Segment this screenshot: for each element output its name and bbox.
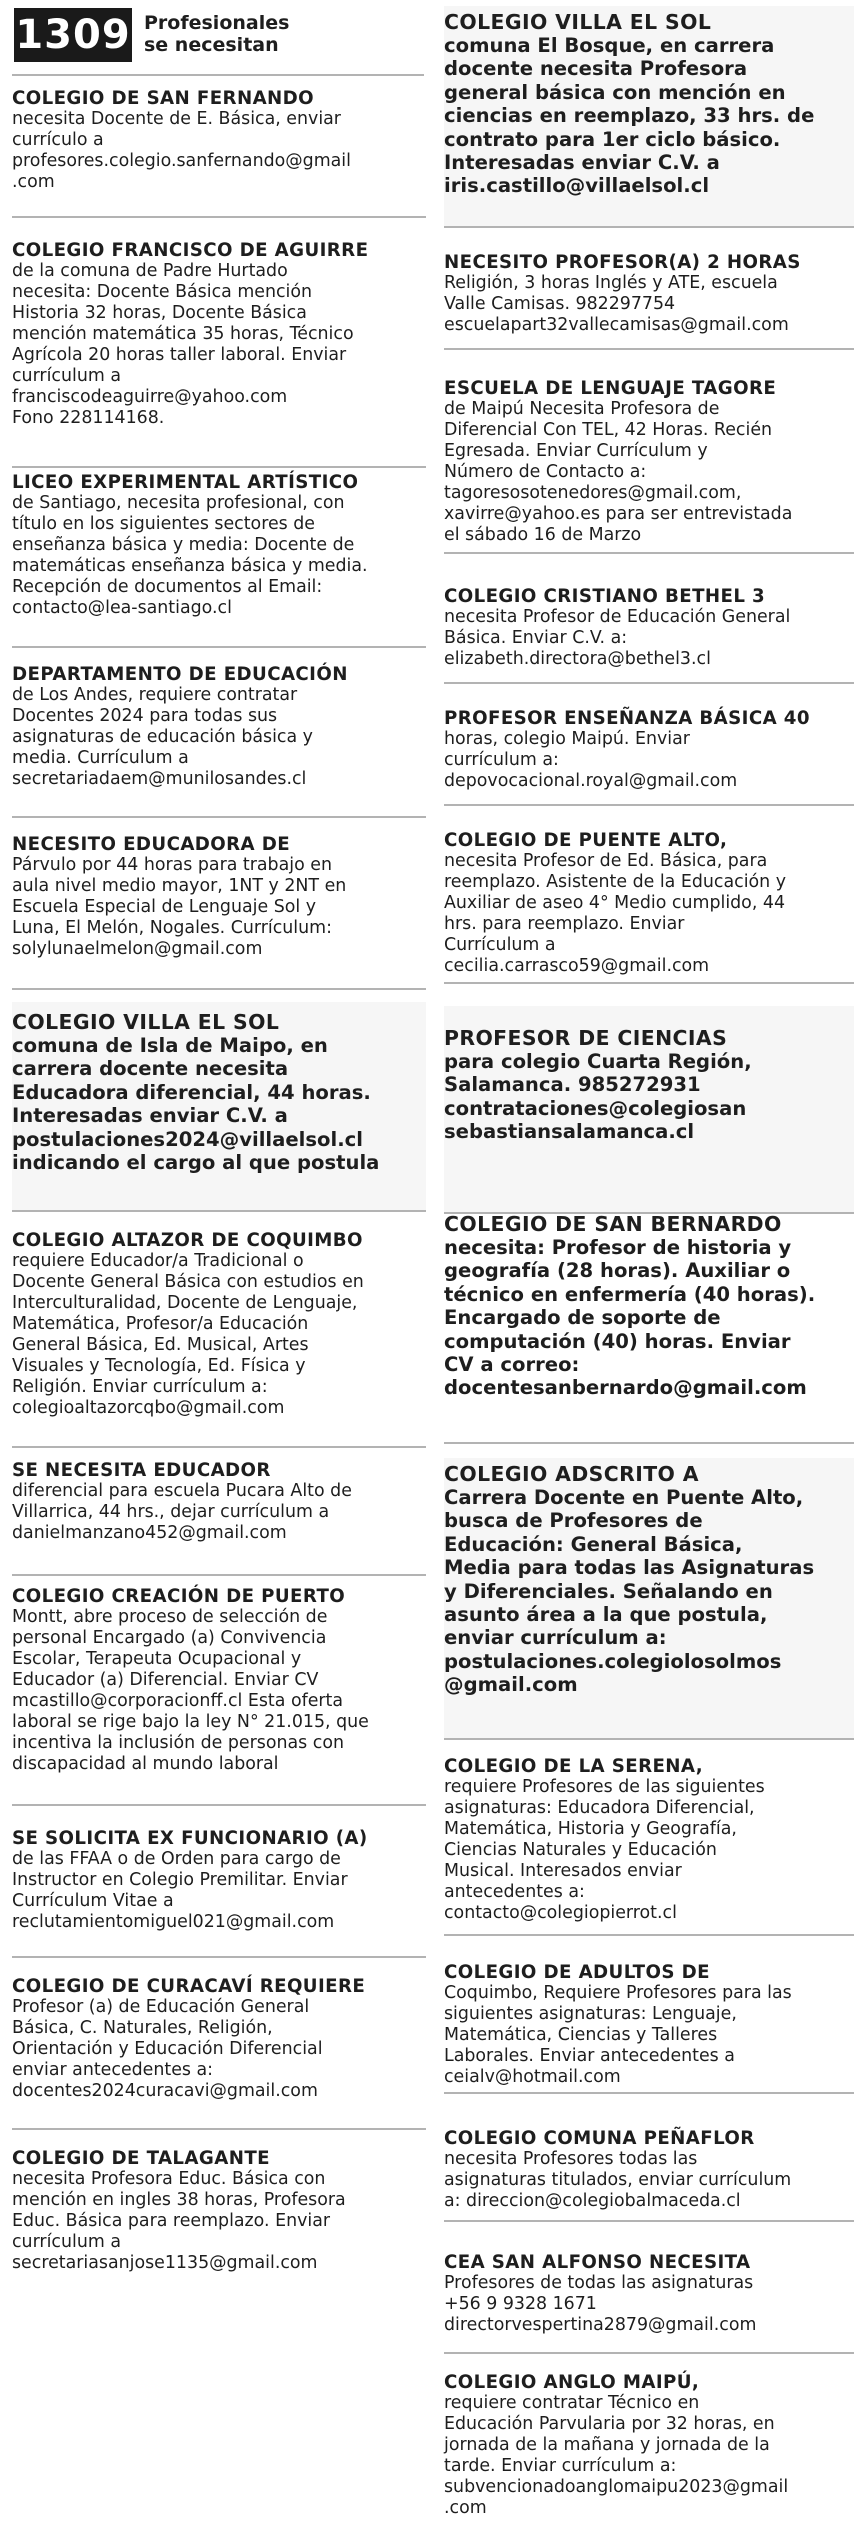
classified-ad xyxy=(444,2372,854,2522)
ad-body: Profesor (a) de Educación General Básica, C. Naturales, Religión, Orientación y Educación Diferencial enviar antecedentes a: docentes2024curacavi@gmail.com xyxy=(12,1997,323,2101)
section-header xyxy=(12,6,424,76)
section-title: Profesionales se necesitan xyxy=(144,12,290,56)
ad-title: LICEO EXPERIMENTAL ARTÍSTICO xyxy=(12,472,359,493)
ad-title: COLEGIO CRISTIANO BETHEL 3 xyxy=(444,586,766,607)
classified-ad xyxy=(12,88,426,218)
ad-title: NECESITO PROFESOR(A) 2 HORAS xyxy=(444,252,801,273)
ad-body: de Los Andes, requiere contratar Docentes 2024 para todas sus asignaturas de educación básica y media. Currículum a secretariadaem@munilosandes.cl xyxy=(12,685,313,789)
ad-title: COLEGIO DE TALAGANTE xyxy=(12,2148,270,2169)
ad-body: Religión, 3 horas Inglés y ATE, escuela Valle Camisas. 982297754 escuelapart32vallecamisas@gmail.com xyxy=(444,273,789,335)
ad-title: COLEGIO VILLA EL SOL xyxy=(444,10,712,34)
ad-title: SE NECESITA EDUCADOR xyxy=(12,1460,271,1481)
ad-title: COLEGIO FRANCISCO DE AGUIRRE xyxy=(12,240,369,261)
ad-body: de las FFAA o de Orden para cargo de Instructor en Colegio Premilitar. Enviar Currículum Vitae a reclutamientomiguel021@gmail.com xyxy=(12,1849,348,1932)
classified-ad xyxy=(12,1586,426,1806)
ad-body: Carrera Docente en Puente Alto, busca de Profesores de Educación: General Básica, Media para todas las Asignaturas y Diferenciales. Señalando en asunto área a la que postula, enviar currículum a: postulaciones.colegiolosolmos @gmail.com xyxy=(444,1486,815,1697)
ad-body: necesita Profesora Educ. Básica con mención en ingles 38 horas, Profesora Educ. Básica para reemplazo. Enviar currículum a secretariasanjose1135@gmail.com xyxy=(12,2169,346,2273)
classified-ad xyxy=(444,1756,854,1936)
ad-title: COLEGIO DE SAN FERNANDO xyxy=(12,88,315,109)
ad-title: PROFESOR DE CIENCIAS xyxy=(444,1026,728,1050)
ad-title: COLEGIO DE PUENTE ALTO, xyxy=(444,830,728,851)
ad-body: necesita Profesor de Educación General Básica. Enviar C.V. a: elizabeth.directora@bethel3.cl xyxy=(444,607,791,669)
classified-ad xyxy=(444,2128,854,2222)
ad-title: NECESITO EDUCADORA DE xyxy=(12,834,291,855)
classified-ad xyxy=(12,664,426,818)
ad-title: PROFESOR ENSEÑANZA BÁSICA 40 xyxy=(444,708,810,729)
ad-body: necesita Profesores todas las asignaturas titulados, enviar currículum a: direccion@colegiobalmaceda.cl xyxy=(444,2149,792,2211)
ad-body: comuna El Bosque, en carrera docente necesita Profesora general básica con mención en ciencias en reemplazo, 33 hrs. de contrato para 1er ciclo básico. Interesadas enviar C.V. a iris.castillo@villaelsol.cl xyxy=(444,34,815,198)
ad-title: COLEGIO DE SAN BERNARDO xyxy=(444,1212,782,1236)
classified-ad xyxy=(12,1230,426,1448)
ad-body: de la comuna de Padre Hurtado necesita: Docente Básica mención Historia 32 horas, Docente Básica mención matemática 35 horas, Técnico Agrícola 20 horas taller laboral. Enviar currículum a franciscodeaguirre@yahoo.com Fono 228114168. xyxy=(12,261,354,428)
classified-ad-featured xyxy=(444,1006,854,1214)
ad-title: ESCUELA DE LENGUAJE TAGORE xyxy=(444,378,777,399)
classified-ad xyxy=(444,586,854,684)
classified-ad xyxy=(12,2148,426,2282)
ad-body: de Maipú Necesita Profesora de Diferencial Con TEL, 42 Horas. Recién Egresada. Enviar Currículum y Número de Contacto a: tagoresosotenedores@gmail.com, xavirre@yahoo.es para ser entrevistada el sábado 16 de Marzo xyxy=(444,399,793,545)
classified-ad-featured xyxy=(12,1002,426,1212)
classified-ad xyxy=(444,1962,854,2094)
ad-body: Montt, abre proceso de selección de personal Encargado (a) Convivencia Escolar, Terapeuta Ocupacional y Educador (a) Diferencial. Enviar CV mcastillo@corporacionff.cl Esta oferta laboral se rige bajo la ley N° 21.015, que incentiva la inclusión de personas con discapacidad al mundo laboral xyxy=(12,1607,369,1774)
ad-body: horas, colegio Maipú. Enviar currículum a: depovocacional.royal@gmail.com xyxy=(444,729,738,791)
ad-title: COLEGIO CREACIÓN DE PUERTO xyxy=(12,1586,346,1607)
ad-body: comuna de Isla de Maipo, en carrera docente necesita Educadora diferencial, 44 horas. Interesadas enviar C.V. a postulaciones2024@villaelsol.cl indicando el cargo al que postula xyxy=(12,1034,380,1175)
classified-ad xyxy=(444,830,854,984)
classified-ad xyxy=(12,834,426,990)
classified-ad xyxy=(444,378,854,554)
classified-ad xyxy=(444,708,854,806)
ad-body: necesita Profesor de Ed. Básica, para reemplazo. Asistente de la Educación y Auxiliar de aseo 4° Medio cumplido, 44 hrs. para reemplazo. Enviar Currículum a cecilia.carrasco59@gmail.com xyxy=(444,851,787,976)
classified-ad xyxy=(12,1460,426,1576)
ad-title: COLEGIO COMUNA PEÑAFLOR xyxy=(444,2128,755,2149)
classified-ad xyxy=(12,1828,426,1958)
classified-ad-featured xyxy=(444,6,854,228)
section-number: 1309 xyxy=(14,8,132,62)
ad-title: CEA SAN ALFONSO NECESITA xyxy=(444,2252,751,2273)
ad-body: requiere contratar Técnico en Educación Parvularia por 32 horas, en jornada de la mañana y jornada de la tarde. Enviar currículum a: subvencionadoanglomaipu2023@gmail .com xyxy=(444,2393,789,2518)
ad-body: requiere Educador/a Tradicional o Docente General Básica con estudios en Interculturalidad, Docente de Lenguaje, Matemática, Profesor/a Educación General Básica, Ed. Musical, Artes Visuales y Tecnología, Ed. Física y Religión. Enviar currículum a: colegioaltazorcqbo@gmail.com xyxy=(12,1251,364,1418)
ad-body: necesita: Profesor de historia y geografía (28 horas). Auxiliar o técnico en enfermería (40 horas). Encargado de soporte de computación (40) horas. Enviar CV a correo: docentesanbernardo@gmail.com xyxy=(444,1236,816,1400)
classified-ad xyxy=(444,252,854,350)
classified-ad xyxy=(12,1976,426,2130)
classified-ad-featured xyxy=(444,1458,854,1740)
ad-body: necesita Docente de E. Básica, enviar currículo a profesores.colegio.sanfernando@gmail .com xyxy=(12,109,351,192)
ad-title: COLEGIO ALTAZOR DE COQUIMBO xyxy=(12,1230,363,1251)
ad-body: de Santiago, necesita profesional, con título en los siguientes sectores de enseñanza básica y media: Docente de matemáticas enseñanza básica y media. Recepción de documentos al Email: contacto@lea-santiago.cl xyxy=(12,493,368,618)
classified-ad xyxy=(444,2252,854,2354)
ad-title: COLEGIO VILLA EL SOL xyxy=(12,1010,280,1034)
classified-ad xyxy=(12,240,426,468)
ad-body: requiere Profesores de las siguientes asignaturas: Educadora Diferencial, Matemática, Historia y Geografía, Ciencias Naturales y Educación Musical. Interesados enviar antecedentes a: contacto@colegiopierrot.cl xyxy=(444,1777,765,1923)
ad-body: para colegio Cuarta Región, Salamanca. 985272931 contrataciones@colegiosan sebastiansalamanca.cl xyxy=(444,1050,752,1144)
classified-ad xyxy=(12,472,426,648)
ad-title: COLEGIO DE ADULTOS DE xyxy=(444,1962,710,1983)
ad-title: COLEGIO ANGLO MAIPÚ, xyxy=(444,2372,700,2393)
ad-body: Párvulo por 44 horas para trabajo en aula nivel medio mayor, 1NT y 2NT en Escuela Especial de Lenguaje Sol y Luna, El Melón, Nogales. Currículum: solylunaelmelon@gmail.com xyxy=(12,855,347,959)
ad-title: COLEGIO ADSCRITO A xyxy=(444,1462,699,1486)
ad-body: Coquimbo, Requiere Profesores para las siguientes asignaturas: Lenguaje, Matemática, Ciencias y Talleres Laborales. Enviar antecedentes a ceialv@hotmail.com xyxy=(444,1983,792,2087)
ad-body: Profesores de todas las asignaturas +56 9 9328 1671 directorvespertina2879@gmail.com xyxy=(444,2273,757,2335)
ad-body: diferencial para escuela Pucara Alto de Villarrica, 44 hrs., dejar currículum a danielmanzano452@gmail.com xyxy=(12,1481,352,1543)
classified-ad-featured xyxy=(444,1208,854,1444)
ad-title: COLEGIO DE LA SERENA, xyxy=(444,1756,704,1777)
ad-title: COLEGIO DE CURACAVÍ REQUIERE xyxy=(12,1976,366,1997)
ad-title: DEPARTAMENTO DE EDUCACIÓN xyxy=(12,664,348,685)
ad-title: SE SOLICITA EX FUNCIONARIO (A) xyxy=(12,1828,368,1849)
